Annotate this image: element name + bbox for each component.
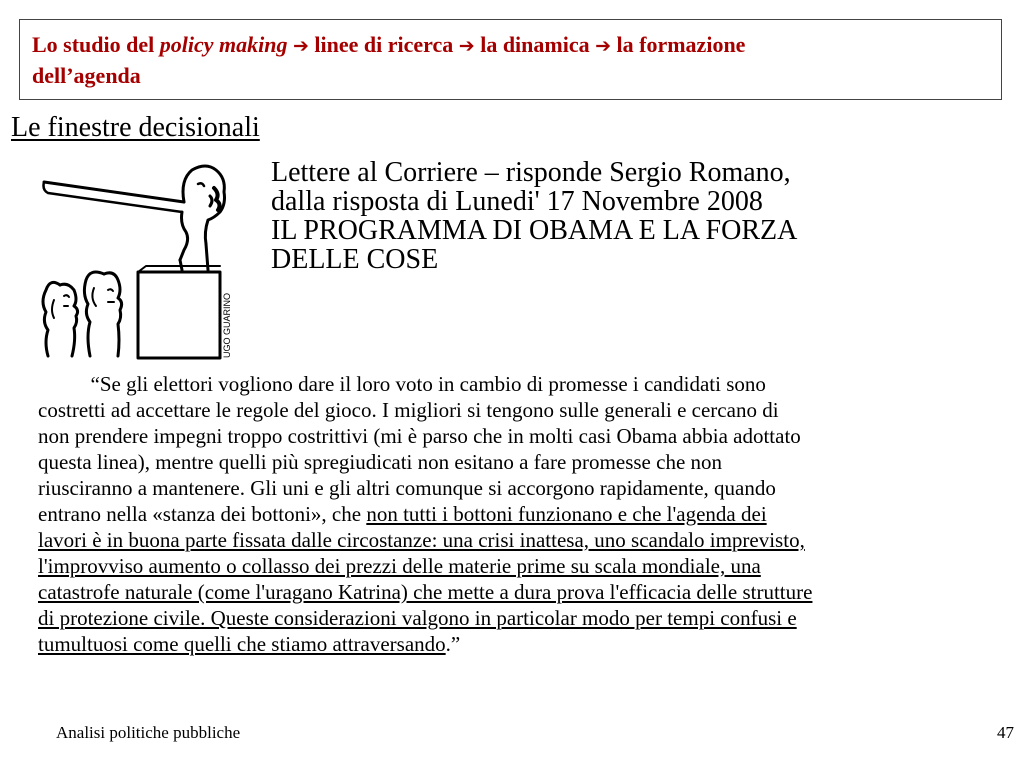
quote-line: non prendere impegni troppo costrittivi (mi è parso che in molti casi Obama abbia adottato — [38, 424, 801, 448]
quote-underlined-text: tumultuosi come quelli che stiamo attraversando — [38, 632, 446, 656]
cartoon-signature: UGO GUARINO — [222, 292, 232, 358]
quote-underlined-text: non tutti i bottoni funzionano e che l'agenda dei — [366, 502, 767, 526]
letter-title-line: IL PROGRAMMA DI OBAMA E LA FORZA — [271, 215, 798, 246]
quote-text: entrano nella «stanza dei bottoni», che — [38, 502, 367, 526]
arrow-right-icon: ➔ — [292, 35, 309, 57]
section-heading: Le finestre decisionali — [11, 112, 260, 143]
letter-line: dalla risposta di Lunedi' 17 Novembre 2008 — [271, 186, 763, 217]
arrow-right-icon: ➔ — [458, 35, 475, 57]
slide-title-box — [19, 19, 1002, 100]
quote-line: riusciranno a mantenere. Gli uni e gli altri comunque si accorgono rapidamente, quando — [38, 476, 776, 500]
title-part4: la formazione — [611, 32, 746, 57]
quote-line: costretti ad accettare le regole del gioco. I migliori si tengono sulle generali e cercano di — [38, 398, 779, 422]
quote-underlined-line: catastrofe naturale (come l'uragano Katrina) che mette a dura prova l'efficacia delle strutture — [38, 580, 813, 604]
letter-line: Lettere al Corriere – risponde Sergio Romano, — [271, 157, 791, 188]
letter-header — [271, 158, 971, 274]
quote-underlined-line: di protezione civile. Queste considerazioni valgono in particolar modo per tempi confusi e — [38, 606, 797, 630]
page-number: 47 — [997, 723, 1014, 742]
quote-line — [38, 631, 998, 657]
quote-underlined-line: lavori è in buona parte fissata dalle circostanze: una crisi inattesa, uno scandalo imprevisto, — [38, 528, 805, 552]
quote-closing: .” — [445, 632, 461, 656]
title-italic: policy making — [159, 32, 288, 57]
title-line2: dell’agenda — [32, 63, 141, 88]
arrow-right-icon: ➔ — [595, 35, 612, 57]
letter-title-line: DELLE COSE — [271, 244, 439, 275]
title-part2: linee di ricerca — [308, 32, 459, 57]
quote-line: questa linea), mentre quelli più spregiudicati non esitano a fare promesse che non — [38, 450, 723, 474]
title-part3: la dinamica — [474, 32, 596, 57]
quote-line — [38, 501, 998, 527]
quote-underlined-line: l'improvviso aumento o collasso dei prezzi delle materie prime su scala mondiale, una — [38, 554, 761, 578]
footer-course-title: Analisi politiche pubbliche — [56, 723, 241, 742]
quote-paragraph — [38, 371, 998, 657]
cartoon-illustration — [34, 160, 244, 365]
quote-line: “Se gli elettori vogliono dare il loro voto in cambio di promesse i candidati sono — [38, 372, 766, 396]
title-part1: Lo studio del — [32, 32, 160, 57]
